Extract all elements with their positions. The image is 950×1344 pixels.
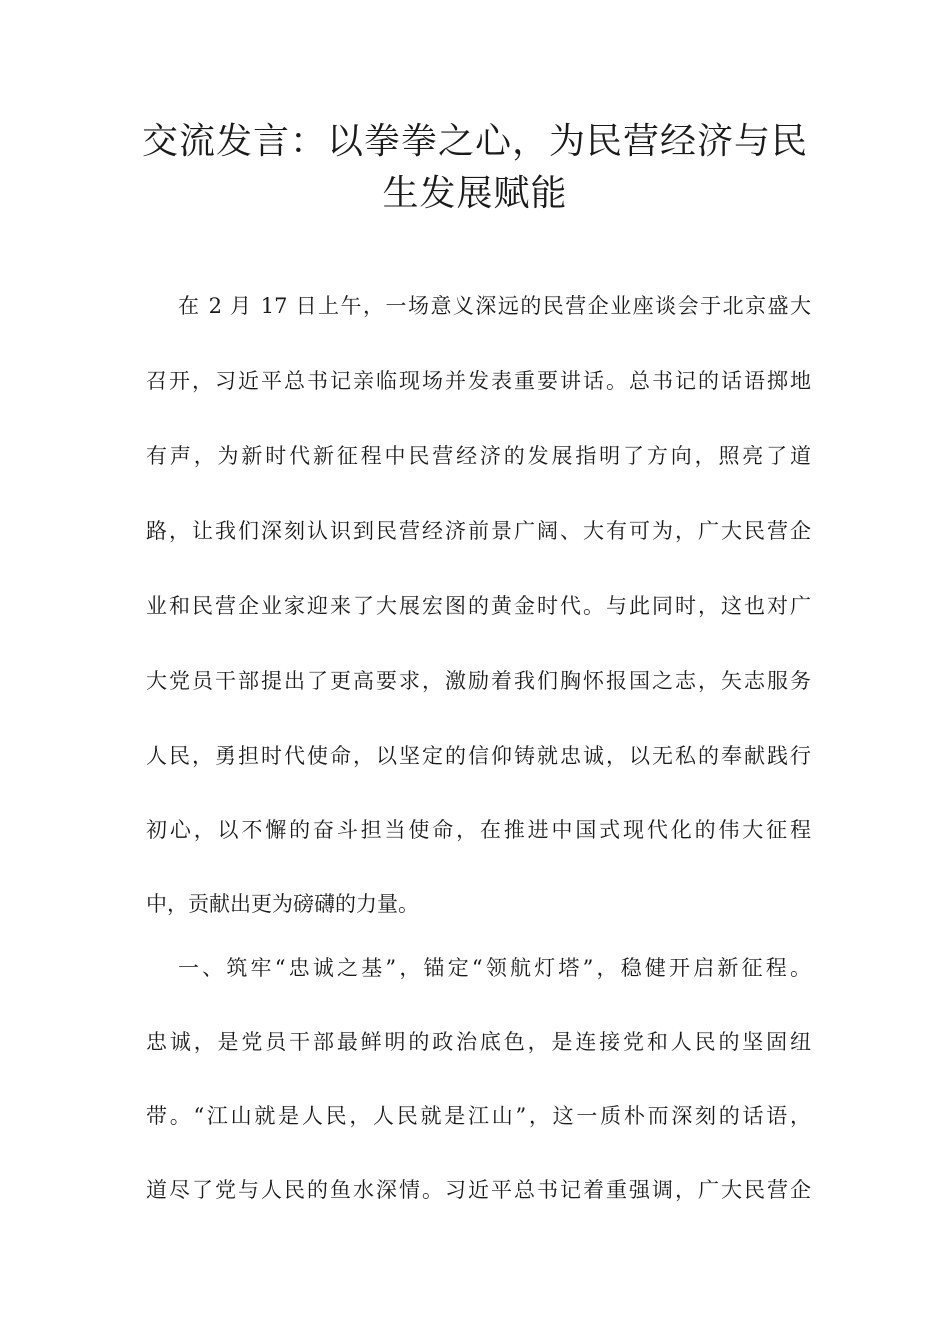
document-title [140,116,810,220]
paragraph-line: 在 2 月 17 日上午，一场意义深远的民营企业座谈会于北京盛大 [178,294,811,318]
paragraph-line: 道尽了党与人民的鱼水深情。习近平总书记着重强调，广大民营企 [146,1178,811,1202]
paragraph-line: 路，让我们深刻认识到民营经济前景广阔、大有可为，广大民营企 [146,519,811,543]
paragraph-line: 中，贡献出更为磅礴的力量。 [146,892,419,916]
section-heading-line: 一、筑牢“忠诚之基”，锚定“领航灯塔”，稳健开启新征程。 [178,956,811,980]
paragraph-line: 召开，习近平总书记亲临现场并发表重要讲话。总书记的话语掷地 [146,369,811,393]
paragraph-line: 带。“江山就是人民，人民就是江山”，这一质朴而深刻的话语， [146,1104,811,1128]
title-line: 交流发言：以拳拳之心，为民营经济与民 [141,121,808,162]
paragraph-line: 忠诚，是党员干部最鲜明的政治底色，是连接党和人民的坚固纽 [146,1030,811,1054]
paragraph-line: 业和民营企业家迎来了大展宏图的黄金时代。与此同时，这也对广 [146,594,811,618]
paragraph-line: 大党员干部提出了更高要求，激励着我们胸怀报国之志，矢志服务 [146,669,811,693]
title-line: 生发展赋能 [382,173,568,214]
paragraph-line: 有声，为新时代新征程中民营经济的发展指明了方向，照亮了道 [146,444,811,468]
paragraph-line: 初心，以不懈的奋斗担当使命，在推进中国式现代化的伟大征程 [146,818,811,842]
paragraph-line: 人民，勇担时代使命，以坚定的信仰铸就忠诚，以无私的奉献践行 [146,744,811,768]
